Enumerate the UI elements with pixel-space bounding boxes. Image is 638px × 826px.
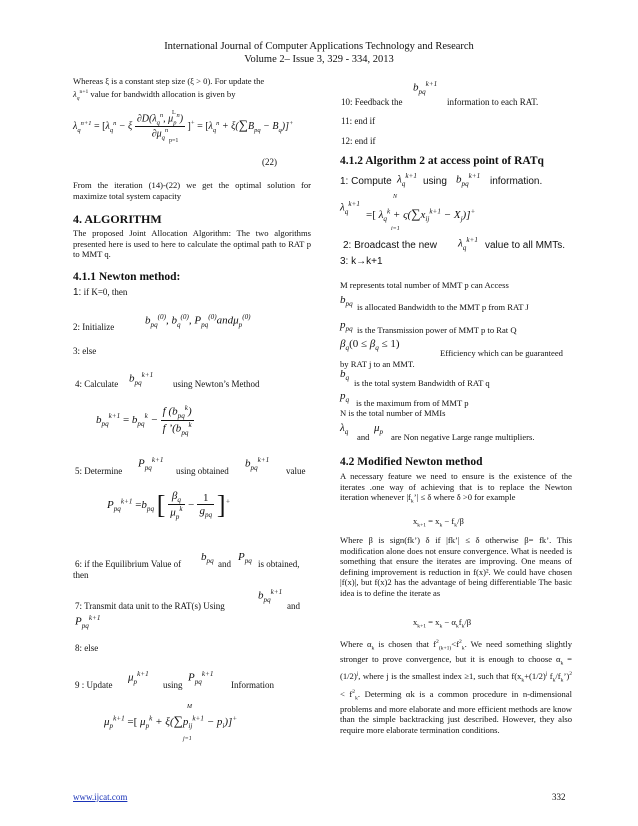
step-7: 7: Transmit data unit to the RAT(s) Using: [75, 601, 225, 611]
algo2-step-1: 1: Compute: [340, 176, 392, 187]
step-5: 5: Determine: [75, 466, 123, 476]
def-multipliers: are Non negative Large range multipliers.: [391, 432, 535, 442]
step-3: 3: else: [73, 346, 97, 356]
def-beta-var: $\beta_q(0 \le \beta_q \le 1)$: [340, 338, 400, 353]
step-4-text: using Newton’s Method: [173, 379, 260, 389]
algo2-step-1-var2: $b_{pq}^{k+1}$: [456, 172, 481, 188]
def-pq: is the maximum from of MMT p: [356, 398, 469, 408]
page-number: 332: [552, 792, 566, 802]
lambda-update-rhs: =[ $\lambda_q^k + \varsigma(\sum x_{ij}^{k+1} - X_j)]^+$: [366, 206, 476, 224]
step-10: 10: Feedback the: [341, 97, 403, 107]
algo2-step-2-text: value to all MMTs.: [485, 240, 566, 251]
step-5-value: value: [286, 466, 306, 476]
sum-index-i: i=1: [391, 226, 400, 232]
section-412-heading: 4.1.2 Algorithm 2 at access point of RATq: [340, 155, 544, 167]
def-bpq: is allocated Bandwidth to the MMT p from RAT J: [357, 302, 529, 312]
step-2-math: $b_{pq}^{(0)}$, $b_q^{(0)}$, $P_{pq}^{(0)}and\mu_p^{(0)}$: [145, 313, 251, 329]
equation-22: $\lambda_q^{n+1} = [\lambda_q^n - \xi$ $\frac{\partial D(\lambda_q^n, \mu_p^n)}{\partial\mu_q^n}$ ]$^+ = [\lambda_q^n + \xi(\sum B_{pq} - B_q)]^+$: [73, 112, 294, 142]
sum-index: p=1: [169, 138, 179, 144]
step-10-text: information to each RAT.: [447, 97, 539, 107]
algo2-step-2: 2: Broadcast the new: [343, 240, 437, 251]
step-9: 9 : Update: [75, 680, 113, 690]
sum-limit-m: M: [187, 704, 192, 710]
step-6-then: then: [73, 570, 89, 580]
power-formula: $P_{pq}^{k+1} =b_{pq}$ [ $\frac{\beta_q}{\mu_p^k}$ − $\frac{1}{g_{pq}}$ ]+: [107, 490, 231, 522]
algo2-step-1-using: using: [423, 176, 447, 187]
lambda-update-formula: $\lambda_q^{k+1}$: [340, 200, 360, 216]
step-6-var2: $P_{pq}$: [238, 551, 252, 566]
step-6-and: and: [218, 559, 231, 569]
left-para-1: Whereas ξ is a constant step size (ξ > 0). For update the $\lambda_q^{n+1}$ value for bandwidth allocation is given by: [73, 76, 265, 102]
def-lambda-var: $\lambda_q$: [340, 422, 349, 437]
journal-volume: Volume 2– Issue 3, 329 - 334, 2013: [244, 54, 394, 65]
step-9-using: using: [163, 680, 183, 690]
step-9-info: Information: [231, 680, 274, 690]
section-42-heading: 4.2 Modified Newton method: [340, 456, 483, 468]
mu-update-formula: $\mu_p^{k+1}$ =[ $\mu_p^k + \xi(\sum p_{ij}^{k+1} - p_i)]^+$: [104, 713, 238, 731]
def-ppq: is the Transmission power of MMT p to Rat Q: [357, 325, 517, 335]
def-mu-var: $\mu_p$: [374, 422, 384, 437]
step-4-var: $b_{pq}^{k+1}$: [129, 371, 154, 387]
def-and: and: [357, 432, 370, 442]
section-4-heading: 4. ALGORITHM: [73, 212, 162, 226]
step-2: 2: Initialize: [73, 322, 115, 332]
step-7-and: and: [287, 601, 300, 611]
step-5-text: using obtained: [176, 466, 229, 476]
algo2-step-2-var: $\lambda_q^{k+1}$: [458, 236, 478, 252]
algo2-step-1-var: $\lambda_q^{k+1}$: [397, 172, 417, 188]
def-n: N is the total number of MMIs: [340, 408, 446, 418]
algo2-step-1-info: information.: [490, 176, 543, 187]
def-bq: is the total system Bandwidth of RAT q: [354, 378, 490, 388]
eq-number-22: (22): [262, 157, 277, 167]
sum-limit: L: [172, 110, 176, 116]
step-1: 1: if K=0, then: [73, 287, 128, 298]
step-9-var: $\mu_p^{k+1}$: [128, 670, 149, 686]
def-bq-var: $b_q$: [340, 368, 350, 383]
left-para-3: The proposed Joint Allocation Algorithm: The two algorithms presented here is used to here to calculate the optimal path to RAT p to MMT q.: [73, 228, 311, 260]
step-6-var: $b_{pq}$: [201, 551, 214, 566]
step-6-text: is obtained,: [258, 559, 300, 569]
r10-var: $b_{pq}^{k+1}$: [413, 80, 438, 96]
left-para-2: From the iteration (14)-(22) we get the optimal solution for maximize total system capacity: [73, 180, 311, 201]
sum-limit-n: N: [393, 194, 398, 200]
def-beta: Efficiency which can be guaranteed by RAT j to an MMT.: [340, 348, 563, 369]
step-11: 11: end if: [341, 116, 376, 126]
def-bpq-var: $b_{pq}$: [340, 294, 353, 309]
def-m: M represents total number of MMT p can Access: [340, 280, 509, 290]
step-6: 6: if the Equilibrium Value of: [75, 559, 182, 569]
sum-index-j: j=1: [183, 736, 192, 742]
step-5-var2: $b_{pq}^{k+1}$: [245, 456, 270, 472]
step-9-var2: $P_{pq}^{k+1}$: [188, 670, 214, 686]
step-4: 4: Calculate: [75, 379, 119, 389]
newton-formula: $b_{pq}^{k+1} = b_{pq}^k$ − $\frac{f (b_{pq}^k)}{f ’(b_{pq}^k}$: [96, 404, 192, 437]
footer-url-link[interactable]: www.ijcat.com: [73, 792, 128, 802]
step-12: 12: end if: [341, 136, 376, 146]
para-42-b: Where β is sign(fk’) δ if |fk’| ≤ δ otherwise β= fk’. This modification alone does not ensure convergence. What is needed is something that ensure the iterates are improving. One means of defining improvement is reduction in f(x)². We could have chosen |f(x)|, but f(x)2 has the advantage of being differentiable The basic idea is to define the iterate as: [340, 535, 572, 598]
step-7-var2: $P_{pq}^{k+1}$: [75, 614, 101, 630]
step-5-var: $P_{pq}^{k+1}$: [138, 456, 164, 472]
def-ppq-var: $p_{pq}$: [340, 319, 353, 334]
para-42-a: A necessary feature we need to ensure is the existence of the iterates .one way of achieving that is to replace the Newton iteration whenever $|f_k’| \le \delta$ where δ >0 for example: [340, 471, 572, 505]
step-8: 8: else: [75, 643, 99, 653]
algo2-step-3: 3: k→k+1: [340, 256, 383, 267]
para-42-c: Where $\alpha_k$ is chosen that $f^2_{(k+1)}<f^2_k$. We need something slightly stronger to prove convergence, but it is enough to choose $\alpha_k =(1/2)^j$, where j is the smallest index ≥1, such that $f(x_k+(1/2)^j$ $f_k/f_k’)^2 < f^2_k$. Determing αk is a common procedure in n-dimensional problems and more elaborate and more efficient methods are know than the simple backtracking just described. However, they also require more elaborate termination conditions.: [340, 638, 573, 736]
step-7-var: $b_{pq}^{k+1}$: [258, 588, 283, 604]
eq-xk1: $x_{k+1} = x_k - f_k/\beta$: [413, 516, 464, 529]
section-411-heading: 4.1.1 Newton method:: [73, 271, 181, 283]
def-pq-var: $p_q$: [340, 390, 350, 405]
journal-title: International Journal of Computer Applications Technology and Research: [164, 41, 474, 52]
eq-xk1-alpha: $x_{k+1} = x_k - \alpha_kf_k/\beta$: [413, 617, 472, 630]
